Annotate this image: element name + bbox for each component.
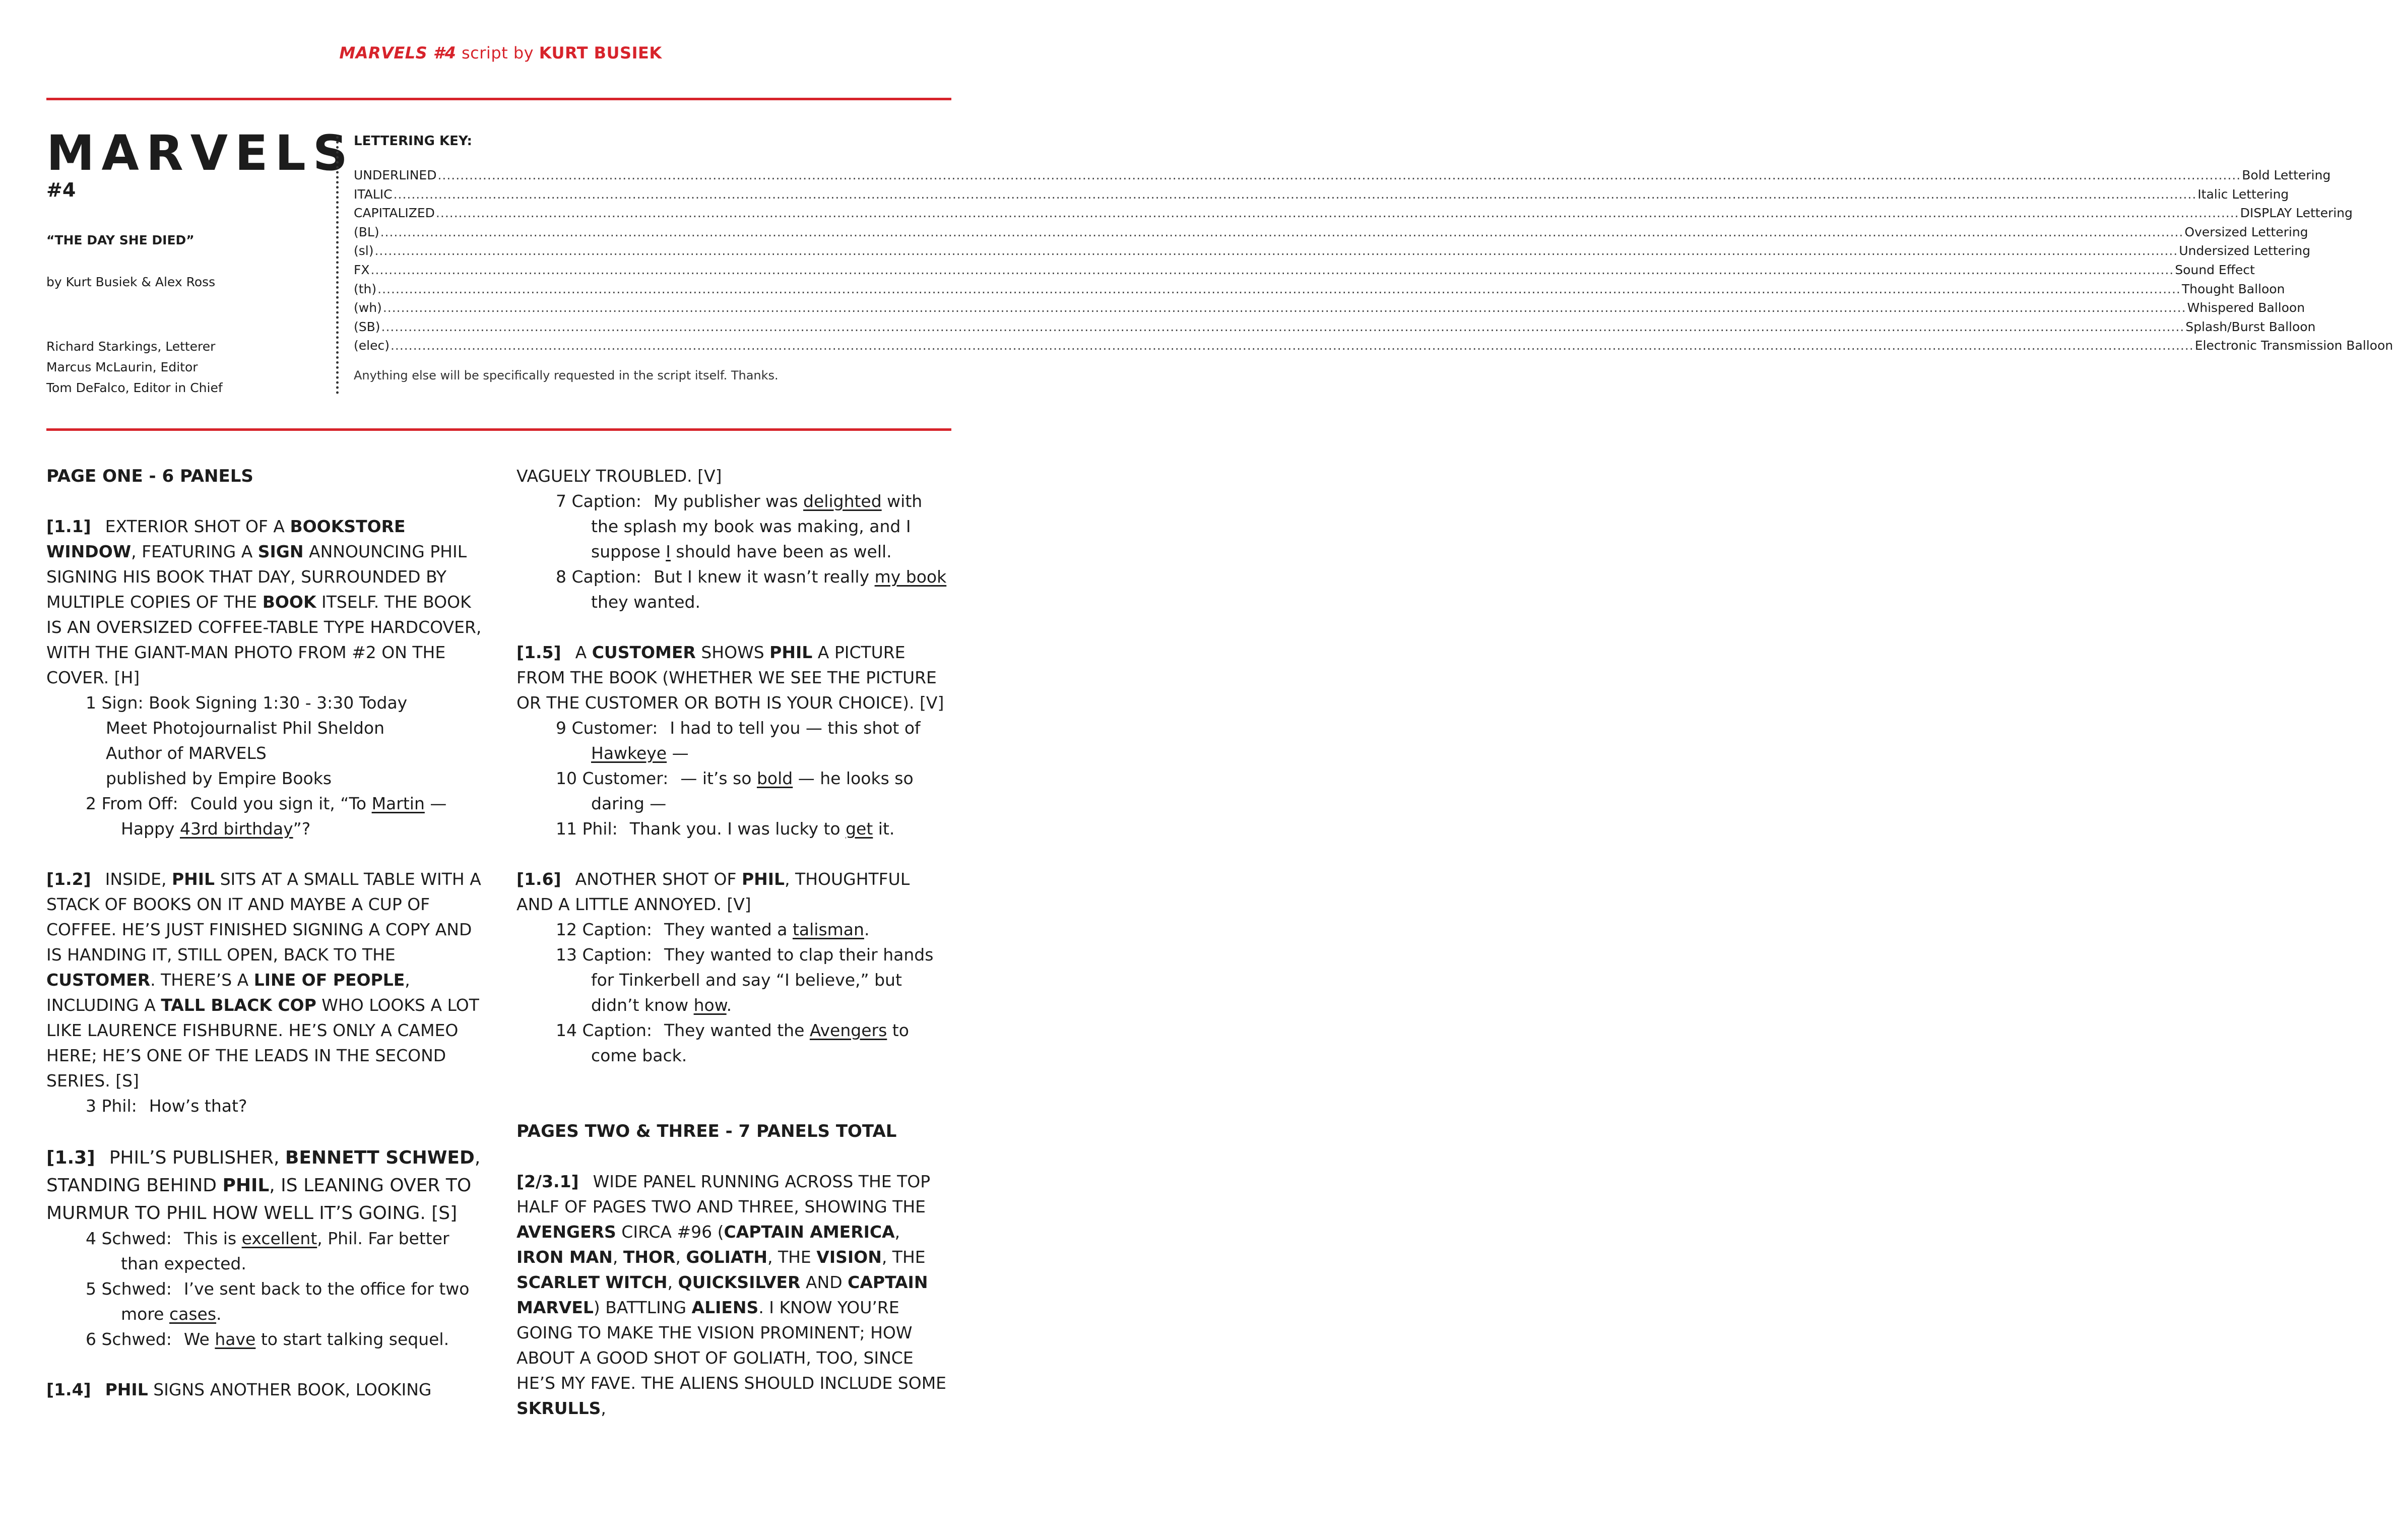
key-leader: ................................................................................................................................................................................................................................................................................................................................................................................................................ [382, 300, 2186, 315]
dialogue-line [86, 1094, 485, 1119]
key-meaning: Sound Effect [2175, 262, 2255, 277]
title-block [46, 125, 355, 395]
key-leader: ................................................................................................................................................................................................................................................................................................................................................................................................................ [370, 262, 2174, 277]
key-row [354, 281, 2285, 301]
key-meaning: Splash/Burst Balloon [2185, 319, 2316, 334]
key-code: (SB) [354, 319, 380, 334]
panel-description: [2/3.1] WIDE PANEL RUNNING ACROSS THE TOP HALF OF PAGES TWO AND THREE, SHOWING THE AVENGERS CIRCA #96 (CAPTAIN AMERICA, IRON MAN, THOR, GOLIATH, THE VISION, THE SCARLET WITCH, QUICKSILVER AND CAPTAIN MARVEL) BATTLING ALIENS. I KNOW YOU’RE GOING TO MAKE THE VISION PROMINENT; HOW ABOUT A GOOD SHOT OF GOLIATH, TOO, SINCE HE’S MY FAVE. THE ALIENS SHOULD INCLUDE SOME SKRULLS, [516, 1172, 947, 1418]
panel-1-5 [516, 640, 950, 842]
key-code: ITALIC [354, 186, 393, 202]
dialogue-line: 8 Caption: But I knew it wasn’t really my book they wanted. [556, 567, 947, 612]
dialogue-text: How’s that? [149, 1096, 247, 1116]
panel-description: [1.4] PHIL SIGNS ANOTHER BOOK, LOOKING [46, 1380, 432, 1399]
panel-1-3 [46, 1144, 485, 1227]
dialogue-block [86, 1094, 485, 1119]
key-leader: ................................................................................................................................................................................................................................................................................................................................................................................................................ [437, 168, 2241, 182]
dialogue-line: 11 Phil: Thank you. I was lucky to get it. [556, 819, 895, 839]
dialogue-line: 14 Caption: They wanted the Avengers to come back. [556, 1020, 909, 1065]
sign-text-line: Meet Photojournalist Phil Sheldon [106, 718, 385, 738]
dialogue-line: 7 Caption: My publisher was delighted with the splash my book was making, and I suppose I should have been as well. [556, 491, 923, 561]
dialogue-line: 13 Caption: They wanted to clap their hands for Tinkerbell and say “I believe,” but didn’t know how. [556, 945, 934, 1015]
key-code: (wh) [354, 300, 382, 315]
panel-1-2 [46, 867, 485, 1119]
credit-editor: Marcus McLaurin, Editor [46, 360, 198, 374]
right-column [516, 464, 950, 1446]
speaker: 3 Phil: [86, 1096, 137, 1116]
key-leader: ................................................................................................................................................................................................................................................................................................................................................................................................................ [380, 224, 2184, 239]
key-code: UNDERLINED [354, 168, 437, 182]
key-meaning: Bold Lettering [2242, 168, 2331, 182]
panel-number: [2/3.1] [516, 1172, 579, 1191]
key-row [354, 206, 2353, 225]
key-leader: ................................................................................................................................................................................................................................................................................................................................................................................................................ [393, 186, 2197, 202]
key-row [354, 262, 2255, 282]
panel-2-3-1 [516, 1169, 950, 1421]
key-meaning: Electronic Transmission Balloon [2194, 338, 2393, 353]
key-code: (th) [354, 281, 377, 296]
key-code: (elec) [354, 338, 390, 353]
dialogue-line: 4 Schwed: This is excellent, Phil. Far better than expected. [86, 1229, 449, 1273]
key-leader: ................................................................................................................................................................................................................................................................................................................................................................................................................ [381, 319, 2185, 334]
key-row [354, 338, 2393, 357]
lettering-key [354, 134, 2393, 382]
page-header [0, 43, 1001, 62]
key-meaning: Undersized Lettering [2179, 243, 2310, 259]
speaker: 11 Phil: [556, 819, 618, 839]
story-subtitle: “THE DAY SHE DIED” [46, 233, 195, 247]
header-author: KURT BUSIEK [539, 43, 662, 62]
dialogue-block [86, 1226, 485, 1352]
header-middle: script by [456, 43, 539, 62]
key-code: FX [354, 262, 370, 277]
panel-number: [1.5] [516, 643, 561, 662]
key-leader: ................................................................................................................................................................................................................................................................................................................................................................................................................ [377, 281, 2181, 296]
panel-description: [1.3] PHIL’S PUBLISHER, BENNETT SCHWED, STANDING BEHIND PHIL, IS LEANING OVER TO MURMUR TO PHIL HOW WELL IT’S GOING. [S] [46, 1147, 481, 1224]
sign-text-line: published by Empire Books [106, 768, 332, 788]
dialogue-line: 6 Schwed: We have to start talking sequel. [86, 1329, 449, 1349]
key-leader: ................................................................................................................................................................................................................................................................................................................................................................................................................ [390, 338, 2194, 353]
panel-description: [1.1] EXTERIOR SHOT OF A BOOKSTORE WINDOW, FEATURING A SIGN ANNOUNCING PHIL SIGNING HIS BOOK THAT DAY, SURROUNDED BY MULTIPLE COPIES OF THE BOOK ITSELF. THE BOOK IS AN OVERSIZED COFFEE-TABLE TYPE HARDCOVER, WITH THE GIANT-MAN PHOTO FROM #2 ON THE COVER. [H] [46, 517, 482, 687]
key-meaning: Italic Lettering [2197, 186, 2289, 202]
panel-description: [1.2] INSIDE, PHIL SITS AT A SMALL TABLE WITH A STACK OF BOOKS ON IT AND MAYBE A CUP OF COFFEE. HE’S JUST FINISHED SIGNING A COPY AND IS HANDING IT, STILL OPEN, BACK TO THE CUSTOMER. THERE’S A LINE OF PEOPLE, INCLUDING A TALL BLACK COP WHO LOOKS A LOT LIKE LAURENCE FISHBURNE. HE’S ONLY A CAMEO HERE; HE’S ONE OF THE LEADS IN THE SECOND SERIES. [S] [46, 869, 481, 1090]
key-row [354, 300, 2305, 319]
panel-1-4 [46, 1377, 485, 1402]
panel-description: VAGUELY TROUBLED. [V] [516, 466, 722, 486]
panel-number: [1.1] [46, 517, 91, 536]
dialogue-line: 12 Caption: They wanted a talisman. [556, 920, 870, 939]
panel-description: [1.5] A CUSTOMER SHOWS PHIL A PICTURE FROM THE BOOK (WHETHER WE SEE THE PICTURE OR THE CUSTOMER OR BOTH IS YOUR CHOICE). [V] [516, 643, 944, 713]
dialogue-line: 2 From Off: Could you sign it, “To Martin — Happy 43rd birthday”? [86, 794, 447, 839]
panel-number: [1.2] [46, 869, 91, 889]
key-meaning: Thought Balloon [2181, 281, 2285, 296]
credits [46, 336, 223, 398]
dialogue-line: 9 Customer: I had to tell you — this shot of Hawkeye — [556, 718, 921, 763]
dotted-divider [336, 136, 339, 394]
key-row [354, 168, 2331, 187]
panel-1-3-dialogue [46, 1226, 485, 1352]
key-meaning: Whispered Balloon [2187, 300, 2305, 315]
key-row [354, 186, 2289, 206]
dialogue-block [556, 489, 950, 615]
key-code: (BL) [354, 224, 379, 239]
top-rule [46, 98, 951, 100]
comic-title: MARVELS [46, 125, 355, 181]
key-row [354, 224, 2308, 244]
left-column [46, 464, 485, 1428]
key-code: CAPITALIZED [354, 206, 435, 221]
bottom-rule [46, 428, 951, 431]
page-one-heading: PAGE ONE - 6 PANELS [46, 466, 253, 486]
dialogue-line: 10 Customer: — it’s so bold — he looks so daring — [556, 768, 914, 813]
panel-description: [1.6] ANOTHER SHOT OF PHIL, THOUGHTFUL AND A LITTLE ANNOYED. [V] [516, 869, 910, 914]
sign-text-line: Author of MARVELS [106, 743, 267, 763]
key-meaning: Oversized Lettering [2184, 224, 2308, 239]
header-series: MARVELS #4 [339, 43, 457, 62]
dialogue-block [86, 690, 485, 842]
key-leader: ................................................................................................................................................................................................................................................................................................................................................................................................................ [374, 243, 2178, 259]
lettering-key-rows [354, 168, 2393, 357]
panel-1-4-continued [516, 464, 950, 615]
panel-1-1 [46, 514, 485, 842]
panel-number: [1.6] [516, 869, 561, 889]
panel-number: [1.4] [46, 1380, 91, 1399]
dialogue-line: 5 Schwed: I’ve sent back to the office for two more cases. [86, 1279, 470, 1324]
dialogue-block [556, 917, 950, 1068]
issue-number: #4 [46, 179, 76, 201]
lettering-key-title: LETTERING KEY: [354, 134, 472, 149]
dialogue-line: 1 Sign: Book Signing 1:30 - 3:30 Today [86, 693, 408, 713]
spacer [516, 1094, 950, 1119]
credit-letterer: Richard Starkings, Letterer [46, 339, 216, 354]
speaker: 6 Schwed: [86, 1329, 172, 1349]
credit-editor-in-chief: Tom DeFalco, Editor in Chief [46, 380, 223, 395]
key-code: (sl) [354, 243, 374, 259]
panel-number: [1.3] [46, 1147, 95, 1168]
key-leader: ................................................................................................................................................................................................................................................................................................................................................................................................................ [435, 206, 2239, 221]
dialogue-block [556, 716, 950, 842]
byline: by Kurt Busiek & Alex Ross [46, 275, 216, 289]
key-row [354, 243, 2310, 263]
panel-1-6 [516, 867, 950, 1068]
key-meaning: DISPLAY Lettering [2240, 206, 2353, 221]
lettering-key-note: Anything else will be specifically requested in the script itself. Thanks. [354, 368, 779, 382]
key-row [354, 319, 2316, 339]
pages-two-three-heading: PAGES TWO & THREE - 7 PANELS TOTAL [516, 1121, 897, 1141]
